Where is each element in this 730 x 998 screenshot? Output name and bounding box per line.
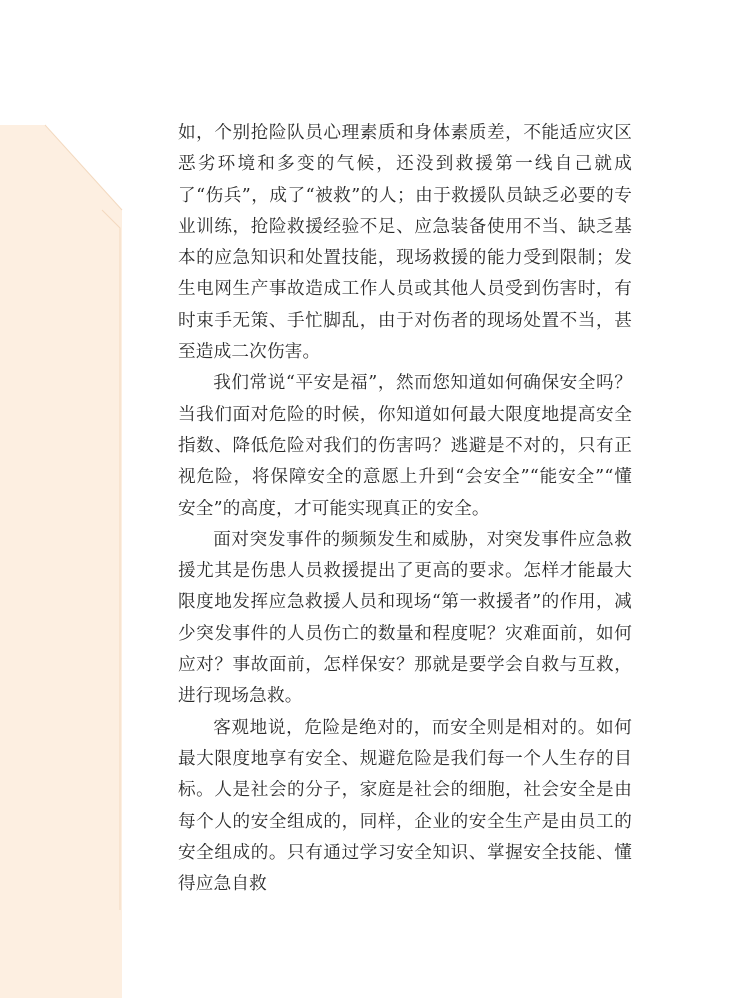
paragraph-1: 如，个别抢险队员心理素质和身体素质差，不能适应灾区恶劣环境和多变的气候，还没到救援第一线自己就成了“伤兵”，成了“被救”的人；由于救援队员缺乏必要的专业训练，抢险救援经验不足、应急装备使用不当、缺乏基本的应急知识和处置技能，现场救援的能力受到限制；发生电网生产事故造成工作人员或其他人员受到伤害时，有时束手无策、手忙脚乱，由于对伤者的现场处置不当，甚至造成二次伤害。 <box>178 123 632 363</box>
paragraph-2: 我们常说“平安是福”，然而您知道如何确保安全吗？当我们面对危险的时候，你知道如何最大限度地提高安全指数、降低危险对我们的伤害吗？逃避是不对的，只有正视危险，将保障安全的意愿上升到“会安全”“能安全”“懂安全”的高度，才可能实现真正的安全。 <box>178 373 632 519</box>
paragraph-3: 面对突发事件的频频发生和威胁，对突发事件应急救援尤其是伤患人员救援提出了更高的要求。怎样才能最大限度地发挥应急救援人员和现场“第一救援者”的作用，减少突发事件的人员伤亡的数量和程度呢？灾难面前，如何应对？事故面前，怎样保安？那就是要学会自救与互救，进行现场急救。 <box>178 529 632 707</box>
band-fill <box>0 125 122 998</box>
paragraph-4: 客观地说，危险是绝对的，而安全则是相对的。如何最大限度地享有安全、规避危险是我们每一个人生存的目标。人是社会的分子，家庭是社会的细胞，社会安全是由每个人的安全组成的，同样，企业的安全生产是由员工的安全组成的。只有通过学习安全知识、掌握安全技能、懂得应急自救 <box>178 717 632 895</box>
band-inner-line <box>102 210 120 910</box>
body-text <box>178 118 632 900</box>
band-edge-line <box>45 125 122 210</box>
